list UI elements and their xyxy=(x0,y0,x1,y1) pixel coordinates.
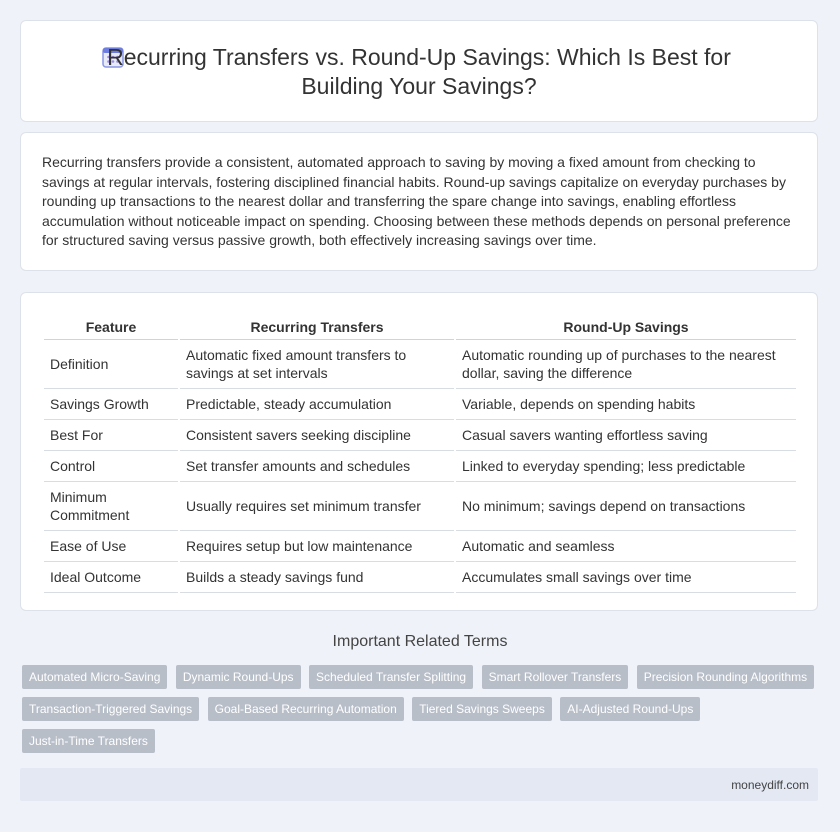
header-card xyxy=(20,20,818,122)
footer-site-link[interactable]: moneydiff.com xyxy=(731,778,809,792)
intro-card xyxy=(20,132,818,271)
table-cell: Automatic rounding up of purchases to the nearest dollar, saving the difference xyxy=(456,340,796,389)
table-cell: Casual savers wanting effortless saving xyxy=(456,420,796,451)
related-term-tag[interactable]: Dynamic Round-Ups xyxy=(176,665,301,689)
table-cell: Best For xyxy=(44,420,178,451)
table-header-row xyxy=(44,315,796,340)
table-cell: Predictable, steady accumulation xyxy=(180,389,454,420)
related-terms-list xyxy=(22,665,822,761)
table-cell: Variable, depends on spending habits xyxy=(456,389,796,420)
header-feature: Feature xyxy=(44,315,178,340)
related-term-tag[interactable]: Precision Rounding Algorithms xyxy=(637,665,814,689)
table-cell: Automatic and seamless xyxy=(456,531,796,562)
table-cell: Consistent savers seeking discipline xyxy=(180,420,454,451)
table-row xyxy=(44,531,796,562)
table-cell: No minimum; savings depend on transactions xyxy=(456,482,796,531)
comparison-card xyxy=(20,292,818,611)
related-term-tag[interactable]: Automated Micro-Saving xyxy=(22,665,167,689)
table-cell: Usually requires set minimum transfer xyxy=(180,482,454,531)
table-cell: Requires setup but low maintenance xyxy=(180,531,454,562)
intro-paragraph: Recurring transfers provide a consistent, automated approach to saving by moving a fixed amount from checking to savings at regular intervals, fostering disciplined financial habits. Round-up savings capitalize on everyday purchases by rounding up transactions to the nearest dollar and transferring the spare change into savings, enabling effortless accumulation without noticeable impact on spending. Choosing between these methods depends on personal preference for structured saving versus passive growth, both effectively increasing savings over time. xyxy=(42,154,791,249)
related-term-tag[interactable]: Goal-Based Recurring Automation xyxy=(208,697,404,721)
table-row xyxy=(44,389,796,420)
table-cell: Definition xyxy=(44,340,178,389)
related-term-tag[interactable]: AI-Adjusted Round-Ups xyxy=(560,697,700,721)
related-term-tag[interactable]: Tiered Savings Sweeps xyxy=(412,697,552,721)
table-row xyxy=(44,340,796,389)
related-terms-title: Important Related Terms xyxy=(332,633,508,650)
table-cell: Control xyxy=(44,451,178,482)
footer-bar xyxy=(20,768,818,801)
table-row xyxy=(44,562,796,593)
related-term-tag[interactable]: Just-in-Time Transfers xyxy=(22,729,155,753)
related-term-tag[interactable]: Smart Rollover Transfers xyxy=(482,665,629,689)
table-cell: Ideal Outcome xyxy=(44,562,178,593)
table-cell: Builds a steady savings fund xyxy=(180,562,454,593)
related-term-tag[interactable]: Transaction-Triggered Savings xyxy=(22,697,199,721)
header-recurring-transfers: Recurring Transfers xyxy=(180,315,454,340)
page-title-text: Recurring Transfers vs. Round-Up Savings: Which Is Best for Building Your Savings? xyxy=(107,44,731,99)
table-cell: Linked to everyday spending; less predictable xyxy=(456,451,796,482)
table-row xyxy=(44,482,796,531)
table-cell: Minimum Commitment xyxy=(44,482,178,531)
page-title xyxy=(21,43,817,101)
table-cell: Savings Growth xyxy=(44,389,178,420)
header-round-up-savings: Round-Up Savings xyxy=(456,315,796,340)
table-cell: Ease of Use xyxy=(44,531,178,562)
table-cell: Accumulates small savings over time xyxy=(456,562,796,593)
comparison-table xyxy=(42,315,798,593)
table-cell: Automatic fixed amount transfers to savings at set intervals xyxy=(180,340,454,389)
table-cell: Set transfer amounts and schedules xyxy=(180,451,454,482)
table-row xyxy=(44,451,796,482)
related-term-tag[interactable]: Scheduled Transfer Splitting xyxy=(309,665,473,689)
table-row xyxy=(44,420,796,451)
